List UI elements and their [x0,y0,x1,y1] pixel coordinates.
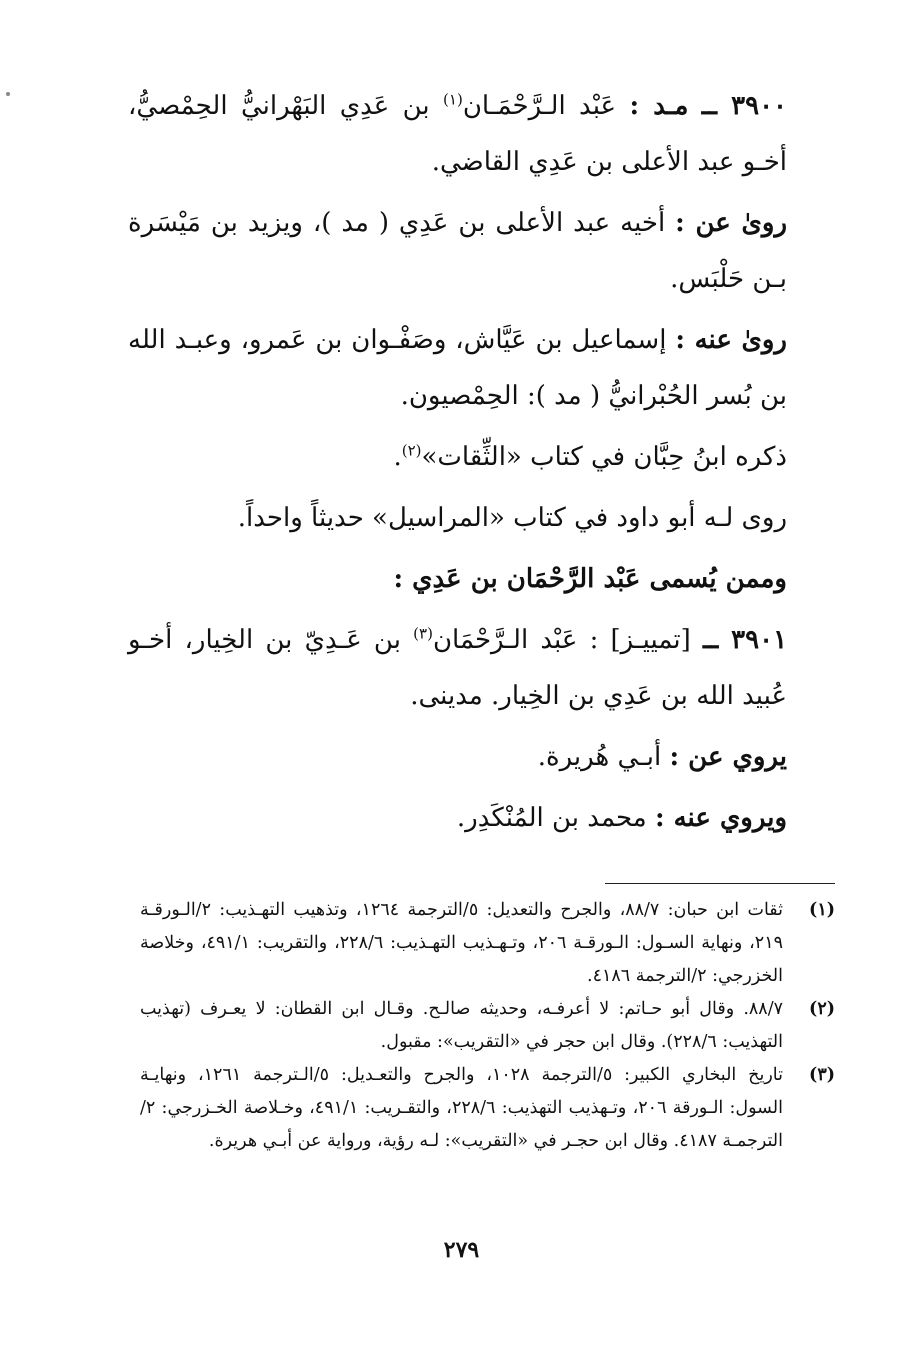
narrated-by-paragraph [128,790,835,846]
narrates-from-paragraph [128,729,835,785]
footnote-text: ٨٨/٧. وقال أبو حـاتم: لا أعرفـه، وحديثه صالـح. وقـال ابن القطان: لا يعـرف (تهذيب التهذيب: ٢٢٨/٦). وقال ابن حجر في «التقريب»: مقبول. [140,999,783,1052]
page-number: ٢٧٩ [443,1237,480,1263]
section-heading: وممن يُسمى عَبْد الرَّحْمَان بن عَدِي : [393,564,787,594]
paragraph-text: ذكره ابنُ حِبَّان في كتاب «الثِّقات» [421,442,787,472]
footnote-3 [140,1059,835,1158]
footnotes [140,894,835,1158]
paragraph-label: ويروي عنه : [654,803,787,833]
entry-name: عَبْد الـرَّحْمَـان [462,91,617,121]
footnote-2 [140,993,835,1059]
paragraph-label: يروي عن : [669,742,787,772]
entry-rest: بن عَـدِيّ بن الخِيار، أخـو عُبيد الله بن عَدِي بن الخِيار. مدينى. [128,625,787,711]
footnote-1 [140,894,835,993]
ibn-hibban-paragraph [128,429,835,485]
footnote-ref: (١) [443,90,463,109]
entry-number: ٣٩٠١ ــ [702,625,788,655]
footnote-number: (٢) [809,999,835,1019]
narrated-from-paragraph [128,195,835,307]
paragraph-text: روى لـه أبو داود في كتاب «المراسيل» حديثاً واحداً. [237,503,787,533]
abu-dawud-paragraph [128,490,835,546]
footnote-ref: (٢) [401,441,422,460]
footnote-number: (٣) [809,1065,835,1085]
paragraph-text: أخيه عبد الأعلى بن عَدِي ( مد )، ويزيد بن مَيْسَرة بـن حَلْبَس. [128,208,787,294]
paragraph-label: روىٰ عن : [675,208,788,238]
entry-rest: بن عَدِي البَهْرانيُّ الحِمْصيُّ، أخـو عبد الأعلى بن عَدِي القاضي. [128,91,787,177]
margin-speck [6,92,10,96]
footnote-ref: (٣) [413,624,433,643]
paragraph-tail: . [393,442,402,472]
paragraph-text: أبـي هُريرة. [537,742,662,772]
footnote-text: تاريخ البخاري الكبير: ٥/الترجمة ١٠٢٨، والجرح والتعـديل: ٥/الـترجمة ١٢٦١، ونهايـة السول: الـورقة ٢٠٦، وتـهذيب التهذيب: ٢٢٨/٦، والتقـريب: ٤٩١/١، وخـلاصة الخـزرجي: ٢/الترجمـة ٤١٨٧. وقال ابن حجـر في «التقريب»: لـه رؤية، ورواية عن أبـي هريرة. [140,1065,783,1151]
main-text [128,78,835,846]
footnote-divider [605,883,835,884]
narrated-by-paragraph [128,312,835,424]
entry-code: مـد : [629,91,689,121]
paragraph-label: روىٰ عنه : [675,325,787,355]
entry-3900-heading [128,78,835,190]
entry-code: [تمييـز] : [589,625,691,655]
entry-name: عَبْد الـرَّحْمَان [432,625,578,655]
paragraph-text: محمد بن المُنْكَدِر. [456,803,647,833]
footnote-text: ثقات ابن حبان: ٨٨/٧، والجرح والتعديل: ٥/الترجمة ١٢٦٤، وتذهيب التهـذيب: ٢/الـورقـة ٢١٩، ونهاية السـول: الـورقـة ٢٠٦، وتـهـذيب التهـذيب: ٢٢٨/٦، والتقريب: ٤٩١/١، وخلاصة الخزرجي: ٢/الترجمة ٤١٨٦. [140,900,783,986]
entry-number: ٣٩٠٠ ــ [701,91,788,121]
footnote-number: (١) [809,900,835,920]
entry-3901-heading [128,612,835,724]
paragraph-text: إسماعيل بن عَيَّاش، وصَفْـوان بن عَمرو، وعبـد الله بن بُسر الحُبْرانيُّ ( مد ): الحِمْصيون. [128,325,787,411]
